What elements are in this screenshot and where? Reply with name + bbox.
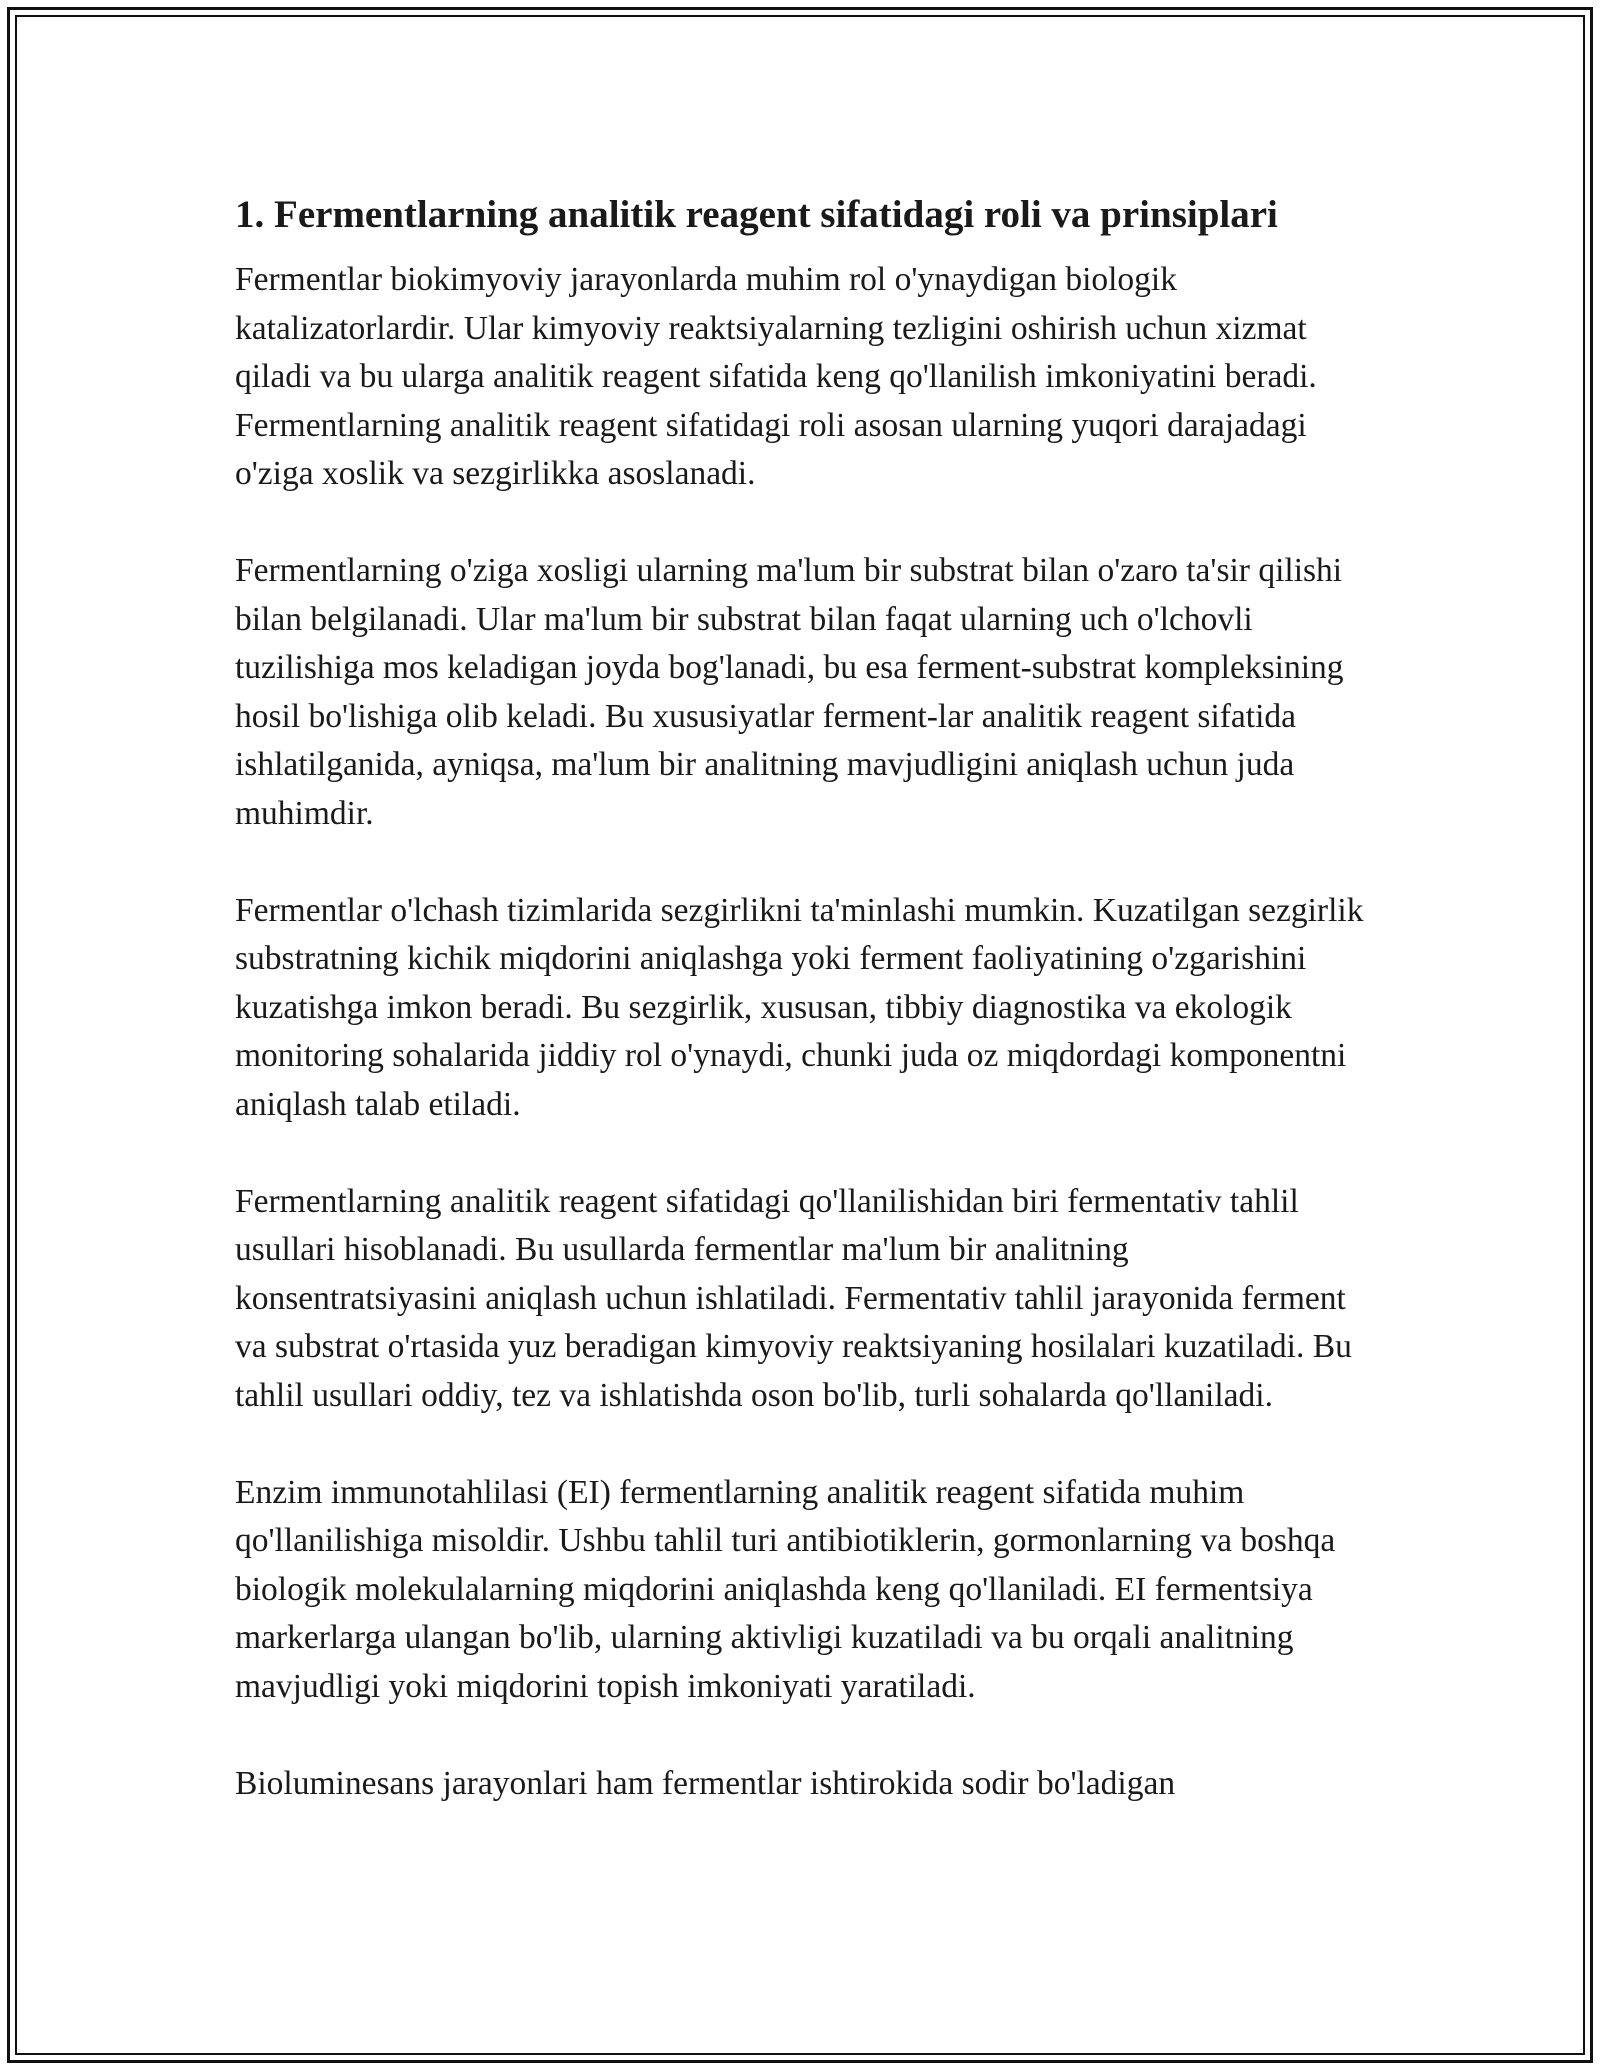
section-heading: 1. Fermentlarning analitik reagent sifatidagi roli va prinsiplari xyxy=(235,193,1278,236)
paragraph-1: Fermentlar biokimyoviy jarayonlarda muhim rol o'ynaydigan biologik katalizatorlardir. Ular kimyoviy reaktsiyalarning tezligini oshirish uchun xizmat qiladi va bu ularga analitik reagent sifatida keng qo'llanilish imkoniyatini beradi. Fermentlarning analitik reagent sifatidagi roli asosan ularning yuqori darajadagi o'ziga xoslik va sezgirlikka asoslanadi. xyxy=(235,261,1317,492)
paragraph-5: Enzim immunotahlilasi (EI) fermentlarning analitik reagent sifatida muhim qo'llanilishiga misoldir. Ushbu tahlil turi antibiotiklerin, gormonlarning va boshqa biologik molekulalarning miqdorini aniqlashda keng qo'llaniladi. EI fermentsiya markerlarga ulangan bo'lib, ularning aktivligi kuzatiladi va bu orqali analitning mavjudligi yoki miqdorini topish imkoniyati yaratiladi. xyxy=(235,1473,1336,1705)
paragraph-6: Bioluminesans jarayonlari ham fermentlar ishtirokida sodir bo'ladigan xyxy=(235,1764,1176,1802)
paragraph-3: Fermentlar o'lchash tizimlarida sezgirlikni ta'minlashi mumkin. Kuzatilgan sezgirlik substratning kichik miqdorini aniqlashga yoki ferment faoliyatining o'zgarishini kuzatishga imkon beradi. Bu sezgirlik, xususan, tibbiy diagnostika va ekologik monitoring sohalarida jiddiy rol o'ynaydi, chunki juda oz miqdordagi komponentni aniqlash talab etiladi. xyxy=(235,891,1364,1123)
paragraph-4: Fermentlarning analitik reagent sifatidagi qo'llanilishidan biri fermentativ tahlil usullari hisoblanadi. Bu usullarda fermentlar ma'lum bir analitning konsentratsiyasini aniqlash uchun ishlatiladi. Fermentativ tahlil jarayonida ferment va substrat o'rtasida yuz beradigan kimyoviy reaktsiyaning hosilalari kuzatiladi. Bu tahlil usullari oddiy, tez va ishlatishda oson bo'lib, turli sohalarda qo'llaniladi. xyxy=(235,1182,1352,1414)
document-body xyxy=(235,185,1375,1857)
paragraph-2: Fermentlarning o'ziga xosligi ularning ma'lum bir substrat bilan o'zaro ta'sir qilishi bilan belgilanadi. Ular ma'lum bir substrat bilan faqat ularning uch o'lchovli tuzilishiga mos keladigan joyda bog'lanadi, bu esa ferment-substrat kompleksining hosil bo'lishiga olib keladi. Bu xususiyatlar ferment-lar analitik reagent sifatida ishlatilganida, ayniqsa, ma'lum bir analitning mavjudligini aniqlash uchun juda muhimdir. xyxy=(235,552,1344,832)
